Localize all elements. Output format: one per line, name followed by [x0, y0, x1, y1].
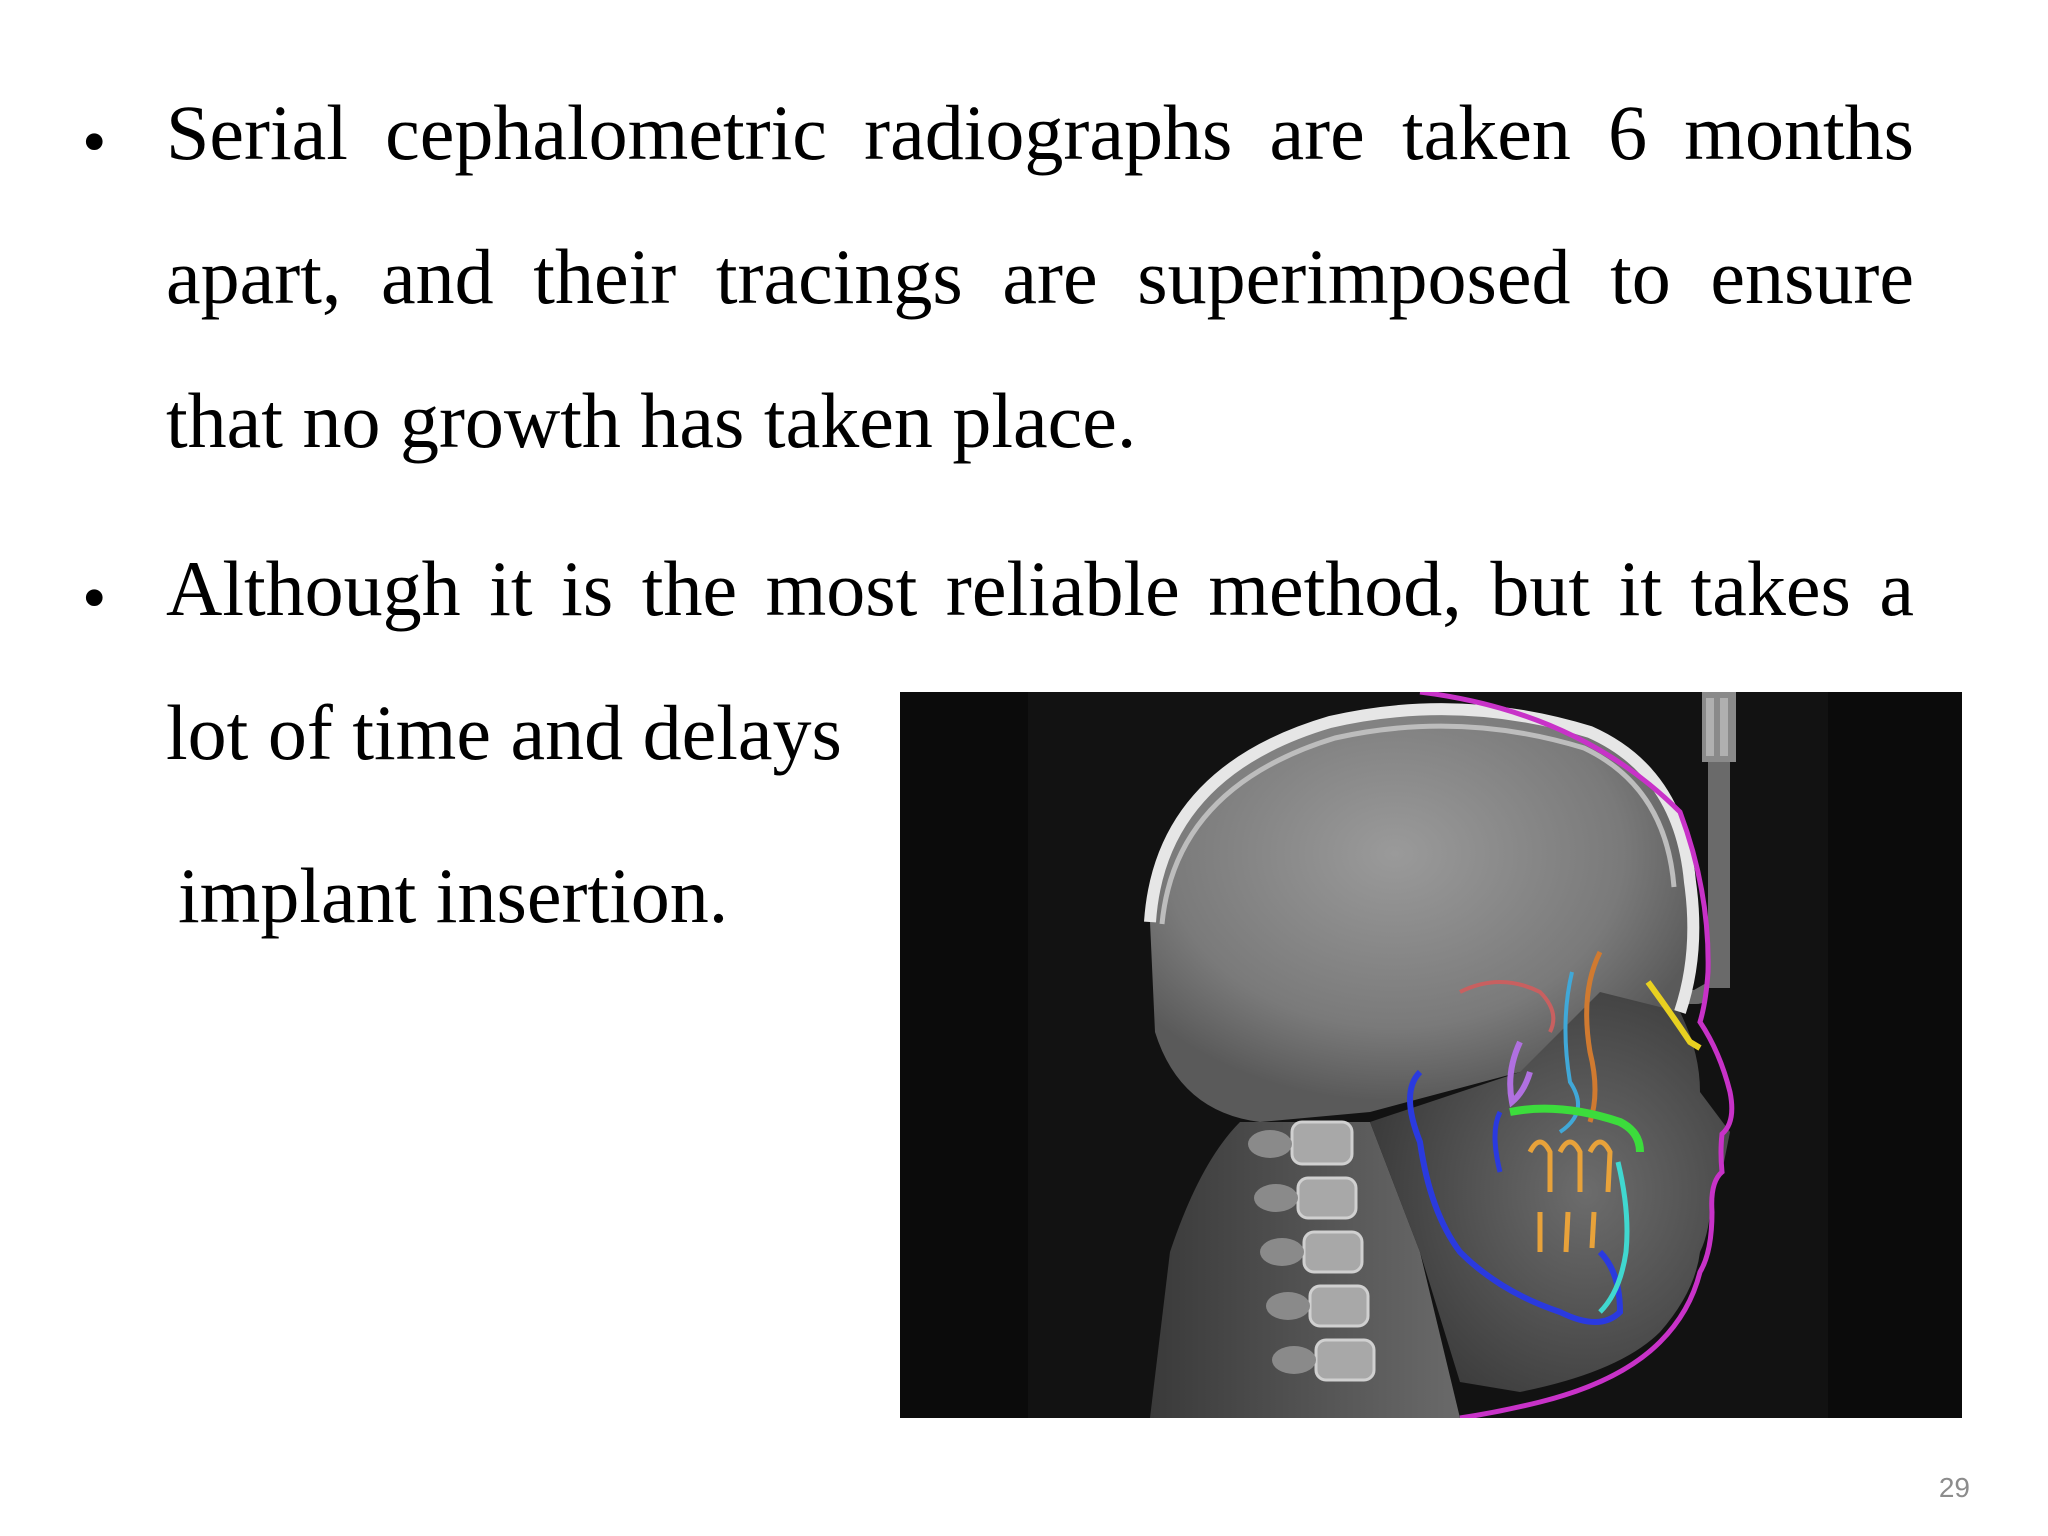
bullet-2-line-3: implant insertion.	[178, 852, 729, 939]
bullet-1-line-1: Serial cephalometric radiographs are taken 6 months	[166, 89, 1914, 176]
page-number: 29	[1938, 1472, 1970, 1503]
bullet-marker: •	[82, 560, 107, 637]
bullet-1-line-2: apart, and their tracings are superimposed to ensure	[166, 233, 1914, 320]
radiograph-drawing	[900, 692, 1962, 1418]
bullet-marker: •	[82, 104, 107, 181]
bullet-2-line-2: lot of time and delays	[166, 689, 842, 776]
bullet-2-line-1: Although it is the most reliable method, but it takes a	[166, 545, 1914, 632]
cephalometric-radiograph-image	[900, 692, 1962, 1418]
bullet-1-line-3: that no growth has taken place.	[166, 377, 1137, 464]
